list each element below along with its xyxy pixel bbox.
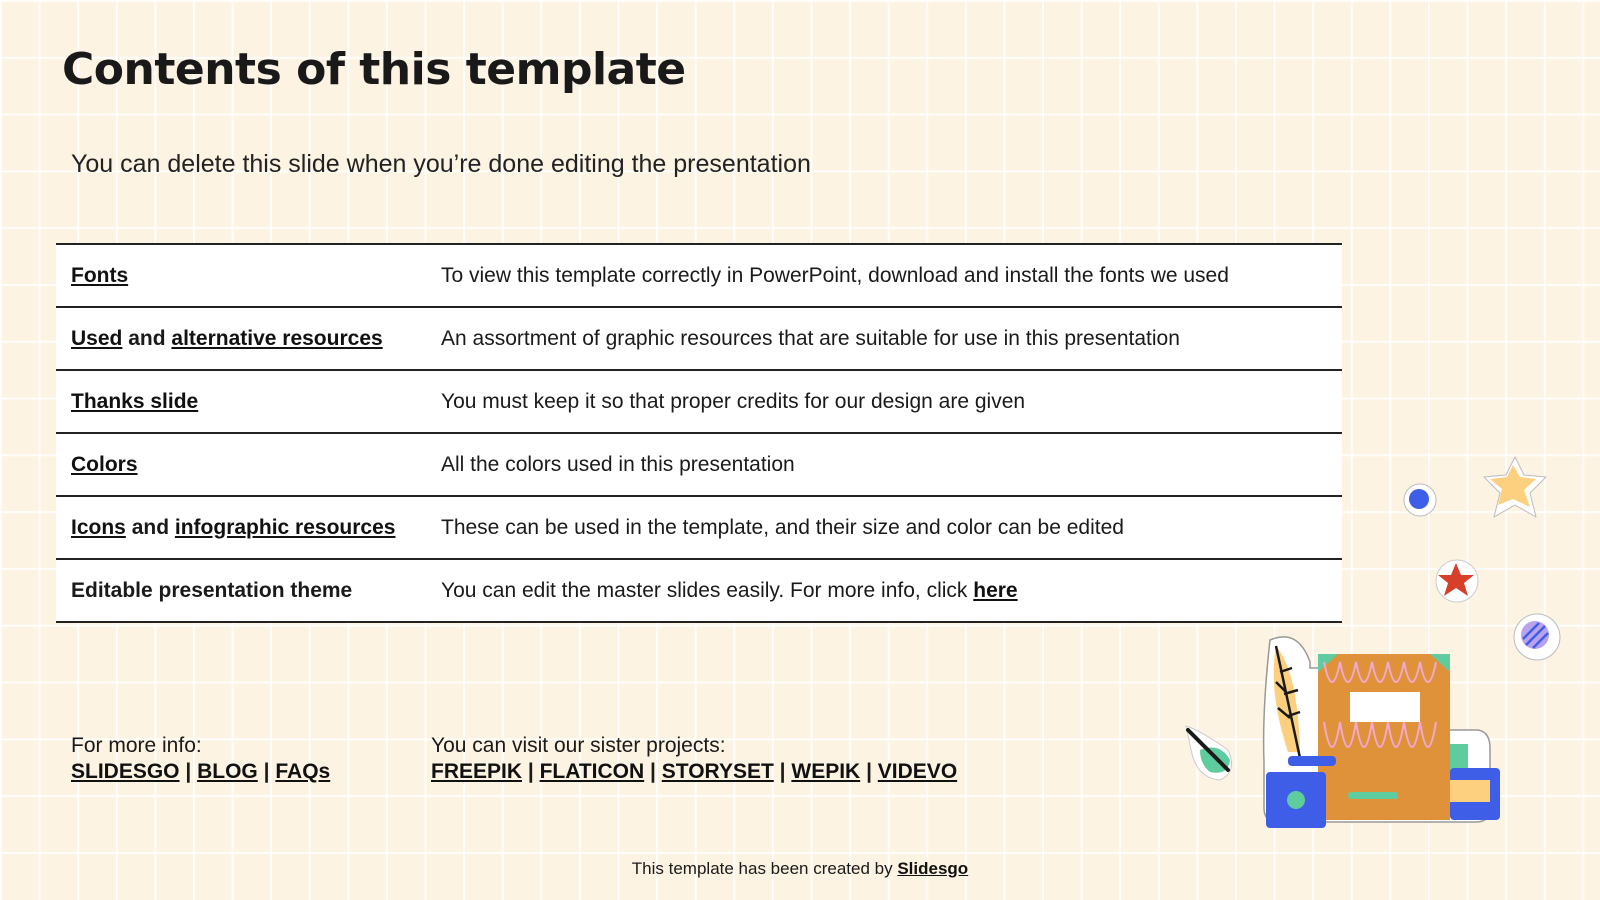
yellow-star-icon	[1480, 455, 1550, 525]
slidesgo-link[interactable]: SLIDESGO	[71, 760, 180, 783]
storyset-link[interactable]: STORYSET	[661, 760, 774, 783]
icons-link[interactable]: Icons	[71, 515, 126, 539]
freepik-link[interactable]: FREEPIK	[431, 760, 523, 783]
more-info-label: For more info:	[71, 734, 202, 757]
books-and-ink-illustration	[1258, 632, 1518, 847]
used-resources-link[interactable]: Used	[71, 326, 123, 350]
separator: |	[185, 760, 192, 783]
subtitle: You can delete this slide when you’re done editing the presentation	[71, 150, 811, 178]
alternative-resources-link[interactable]: alternative resources	[171, 326, 383, 350]
page-title: Contents of this template	[62, 44, 686, 95]
separator: |	[527, 760, 534, 783]
sister-label: You can visit our sister projects:	[431, 734, 726, 757]
credit	[0, 859, 1600, 879]
sister-projects	[431, 733, 957, 785]
fonts-link[interactable]: Fonts	[71, 263, 129, 287]
credit-text: This template has been created by	[631, 859, 893, 878]
blue-dot-icon	[1400, 480, 1440, 520]
table-row	[56, 559, 1342, 622]
row-description: You must keep it so that proper credits for our design are given	[441, 370, 1342, 433]
row-label: Editable presentation theme	[56, 559, 441, 622]
table-row	[56, 307, 1342, 370]
flaticon-link[interactable]: FLATICON	[539, 760, 645, 783]
infographic-resources-link[interactable]: infographic resources	[174, 515, 396, 539]
separator: |	[263, 760, 270, 783]
joiner: and	[131, 515, 170, 539]
row-description: You can edit the master slides easily. For more info, click	[441, 578, 968, 602]
red-star-icon	[1434, 558, 1480, 604]
row-description: To view this template correctly in PowerPoint, download and install the fonts we used	[441, 244, 1342, 307]
here-link[interactable]: here	[973, 578, 1018, 602]
contents-table	[56, 243, 1342, 623]
row-description: These can be used in the template, and their size and color can be edited	[441, 496, 1342, 559]
separator: |	[866, 760, 872, 783]
slidesgo-credit-link[interactable]: Slidesgo	[897, 859, 969, 878]
joiner: and	[128, 326, 166, 350]
blog-link[interactable]: BLOG	[197, 760, 258, 783]
table-row	[56, 433, 1342, 496]
separator: |	[779, 760, 786, 783]
leaf-icon	[1180, 720, 1240, 784]
table-row	[56, 370, 1342, 433]
row-description: An assortment of graphic resources that are suitable for use in this presentation	[441, 307, 1342, 370]
row-description: All the colors used in this presentation	[441, 433, 1342, 496]
faqs-link[interactable]: FAQs	[275, 760, 331, 783]
thanks-slide-link[interactable]: Thanks slide	[71, 389, 199, 413]
separator: |	[650, 760, 656, 783]
striped-ball-icon	[1513, 613, 1563, 663]
wepik-link[interactable]: WEPIK	[791, 760, 861, 783]
videvo-link[interactable]: VIDEVO	[877, 760, 958, 783]
more-info	[71, 733, 330, 785]
table-row	[56, 496, 1342, 559]
table-row	[56, 244, 1342, 307]
colors-link[interactable]: Colors	[71, 452, 138, 476]
